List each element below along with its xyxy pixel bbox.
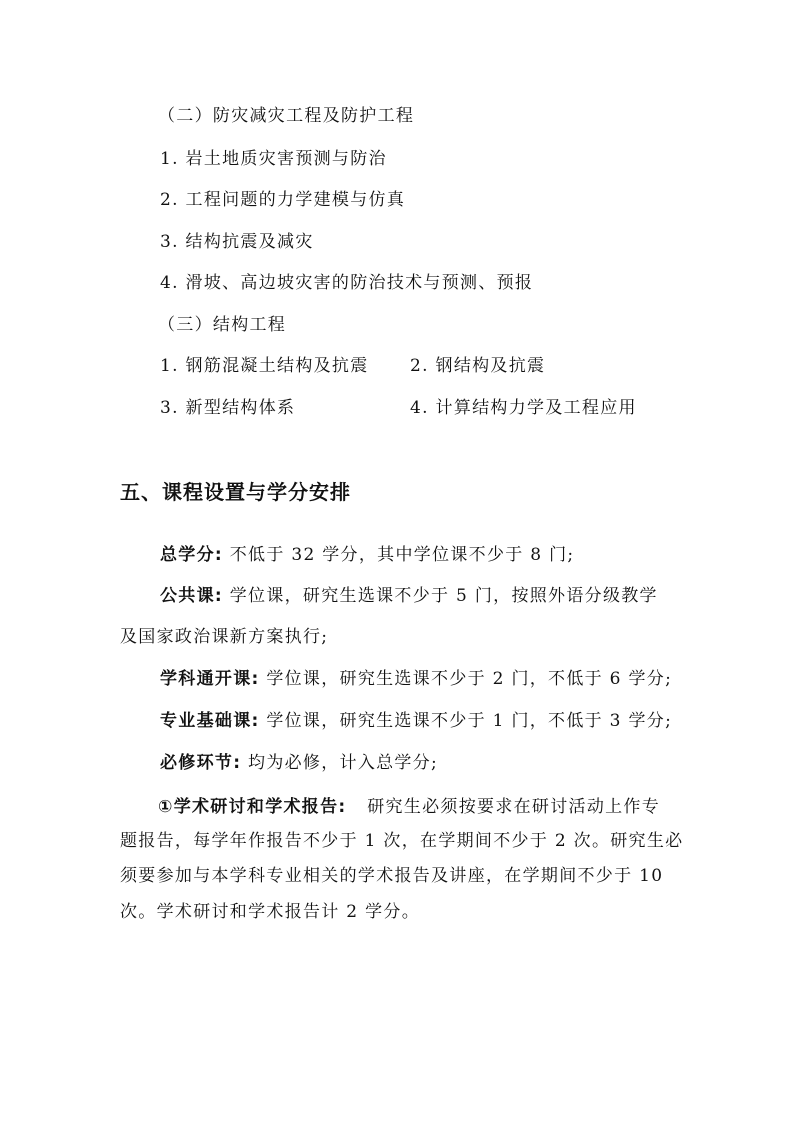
discipline-course-label: 学科通开课: [160,669,260,689]
section-3-title: （三）结构工程 [158,315,287,335]
major-course-text: 学位课，研究生选课不少于 1 门，不低于 3 学分; [266,711,673,731]
total-credits-label: 总学分: [160,545,223,565]
public-course-line-2: 及国家政治课新方案执行; [120,627,329,647]
section-5-heading: 五、课程设置与学分安排 [120,480,351,504]
public-course-label: 公共课: [160,586,223,606]
section-3-item-2: 2. 钢结构及抗震 [410,356,546,376]
section-2-item-1: 1. 岩土地质灾害预测与防治 [160,149,387,169]
section-3-item-4: 4. 计算结构力学及工程应用 [410,398,637,418]
required-link-line [160,751,438,775]
public-course-text: 学位课，研究生选课不少于 5 门，按照外语分级教学 [229,586,658,606]
section-3-item-1: 1. 钢筋混凝土结构及抗震 [160,356,369,376]
discipline-course-line [160,667,672,691]
total-credits-text: 不低于 32 学分，其中学位课不少于 8 门; [229,545,575,565]
academic-line-2: 题报告，每学年作报告不少于 1 次，在学期间不少于 2 次。研究生必 [120,831,684,851]
major-course-label: 专业基础课: [160,711,260,731]
academic-line-3: 须要参加与本学科专业相关的学术报告及讲座，在学期间不少于 10 [120,866,664,886]
academic-line-4: 次。学术研讨和学术报告计 2 学分。 [120,902,421,922]
required-link-label: 必修环节: [160,753,242,773]
discipline-course-text: 学位课，研究生选课不少于 2 门，不低于 6 学分; [266,669,673,689]
section-2-item-2: 2. 工程问题的力学建模与仿真 [160,190,406,210]
required-link-text: 均为必修，计入总学分; [248,753,439,773]
academic-text-1: 研究生必须按要求在研讨活动上作专 [367,797,661,817]
academic-line-1 [158,795,660,819]
section-2-item-3: 3. 结构抗震及减灾 [160,232,314,252]
section-3-item-3: 3. 新型结构体系 [160,398,296,418]
total-credits-line [160,543,574,567]
public-course-line [160,584,658,608]
section-2-title: （二）防灾减灾工程及防护工程 [158,106,415,126]
section-2-item-4: 4. 滑坡、高边坡灾害的防治技术与预测、预报 [160,273,534,293]
academic-label: ①学术研讨和学术报告: [158,797,347,817]
major-course-line [160,709,672,733]
